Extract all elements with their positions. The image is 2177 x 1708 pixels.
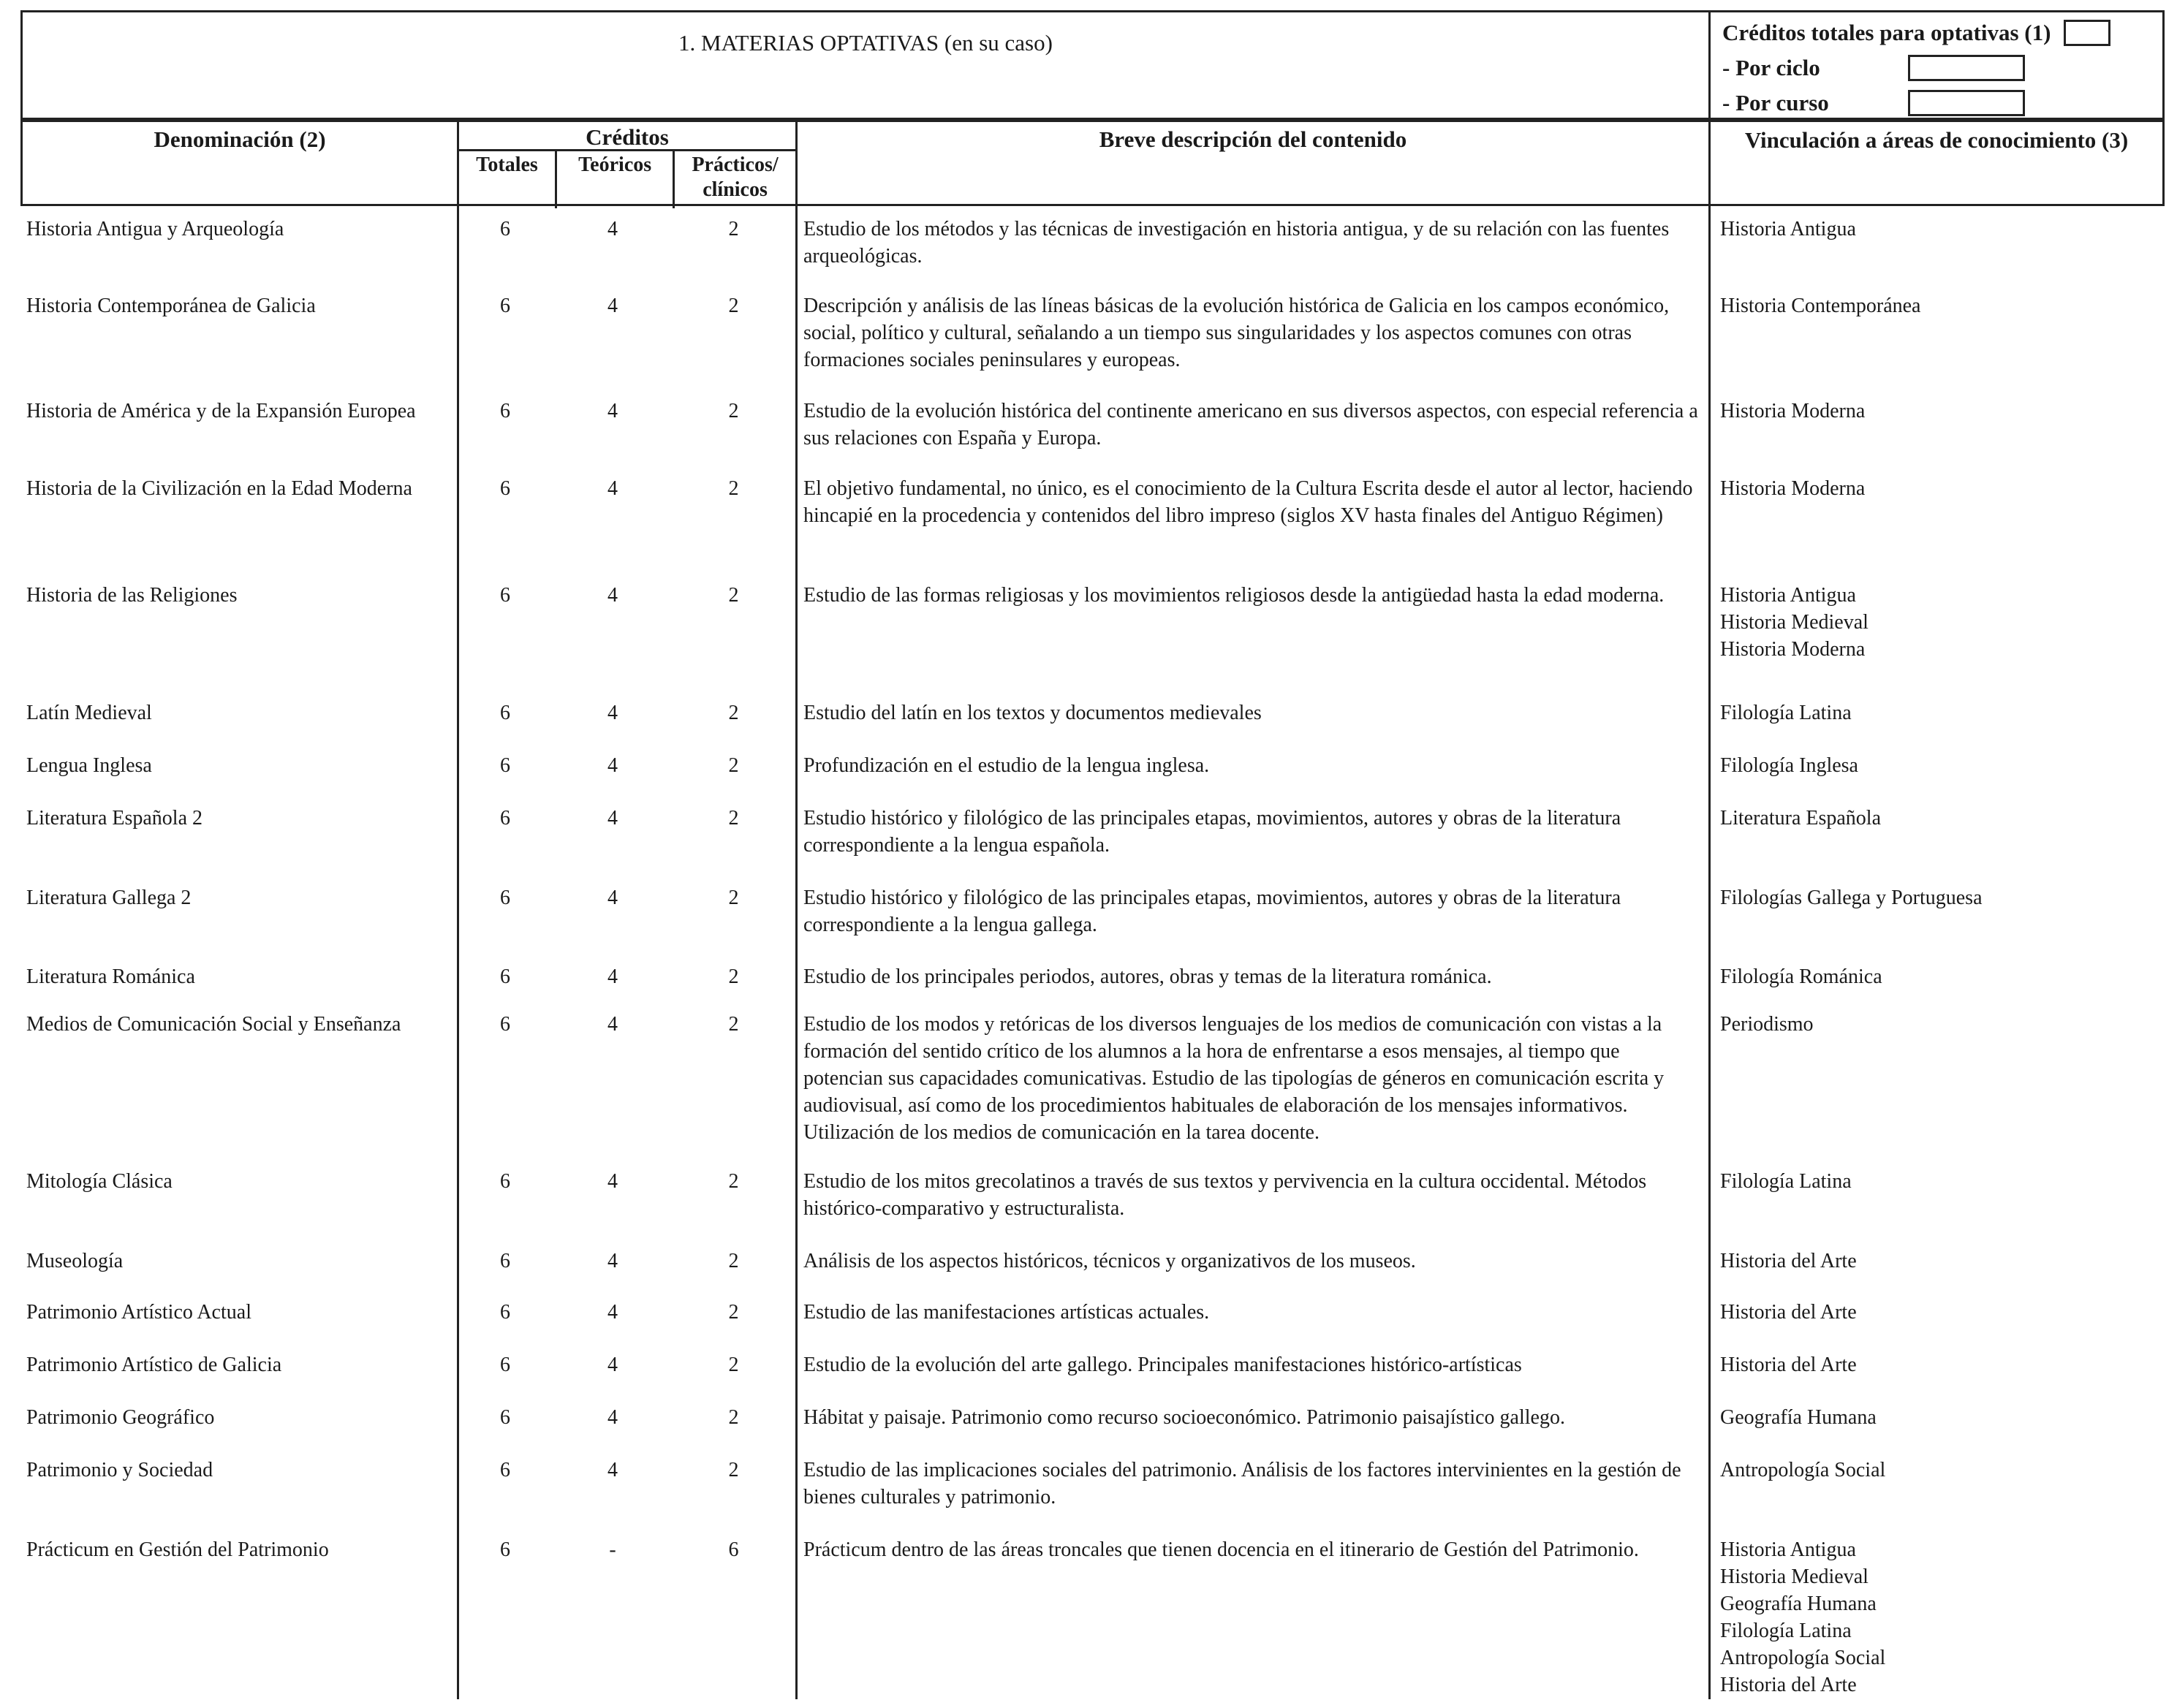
course-description: Estudio de la evolución del arte gallego. Principales manifestaciones histórico-artísticas [803, 1354, 1522, 1376]
credits-teoricos: 4 [607, 1459, 618, 1481]
credits-practicos: 2 [728, 295, 739, 317]
course-name: Mitología Clásica [26, 1170, 173, 1193]
por-curso-line [1722, 86, 2162, 121]
credits-total-label: Créditos totales para optativas (1) [1722, 20, 2051, 45]
credits-totales: 6 [500, 702, 510, 724]
knowledge-areas [1720, 1168, 2159, 1195]
credits-practicos: 2 [728, 1013, 739, 1036]
credits-totales: 6 [500, 887, 510, 909]
course-description: Hábitat y paisaje. Patrimonio como recurso socioeconómico. Patrimonio paisajístico gallego. [803, 1406, 1565, 1429]
knowledge-area: Literatura Española [1720, 807, 1882, 830]
credits-totales: 6 [500, 1301, 510, 1324]
credits-totales: 6 [500, 1459, 510, 1481]
knowledge-areas [1720, 398, 2159, 425]
knowledge-areas [1720, 582, 2159, 663]
knowledge-areas [1720, 752, 2159, 779]
credits-practicos: 2 [728, 584, 739, 607]
knowledge-area: Historia del Arte [1720, 1250, 1857, 1272]
credits-totales: 6 [500, 400, 510, 422]
knowledge-area: Historia Medieval [1720, 611, 1869, 634]
credits-teoricos: - [609, 1538, 616, 1561]
knowledge-area: Filología Latina [1720, 1620, 1852, 1642]
knowledge-areas [1720, 1457, 2159, 1484]
subheader-practicos: Prácticos/ clínicos [673, 151, 795, 208]
course-name: Medios de Comunicación Social y Enseñanza [26, 1013, 401, 1036]
credits-teoricos: 4 [607, 584, 618, 607]
por-ciclo-field[interactable] [1908, 55, 2025, 81]
credits-practicos: 2 [728, 1170, 739, 1193]
knowledge-area: Historia Moderna [1720, 638, 1866, 661]
course-description: Estudio de la evolución histórica del continente americano en sus diversos aspectos, con especial referencia a sus relaciones con España y Europa. [803, 400, 1698, 449]
course-name: Literatura Española 2 [26, 807, 203, 830]
knowledge-area: Periodismo [1720, 1013, 1814, 1036]
column-divider [1708, 204, 1711, 1699]
knowledge-area: Filología Inglesa [1720, 754, 1858, 777]
knowledge-area: Historia del Arte [1720, 1301, 1857, 1324]
course-name: Latín Medieval [26, 702, 152, 724]
credits-totales: 6 [500, 1250, 510, 1272]
credits-teoricos: 4 [607, 1354, 618, 1376]
knowledge-area: Historia Contemporánea [1720, 295, 1921, 317]
credits-practicos: 6 [728, 1538, 739, 1561]
credits-totales: 6 [500, 754, 510, 777]
course-description: Estudio histórico y filológico de las principales etapas, movimientos, autores y obras de la literatura correspondiente a la lengua gallega. [803, 887, 1621, 936]
course-name: Lengua Inglesa [26, 754, 152, 777]
course-description: Estudio de los mitos grecolatinos a través de sus textos y pervivencia en la cultura occidental. Métodos histórico-comparativo y estructuralista. [803, 1170, 1647, 1220]
credits-teoricos: 4 [607, 1013, 618, 1036]
credits-practicos: 2 [728, 1301, 739, 1324]
knowledge-area: Filología Latina [1720, 702, 1852, 724]
course-description: Estudio de los métodos y las técnicas de investigación en historia antigua, y de su relación con las fuentes arqueológicas. [803, 218, 1670, 267]
knowledge-area: Filología Románica [1720, 965, 1882, 988]
credits-teoricos: 4 [607, 1170, 618, 1193]
credits-teoricos: 4 [607, 477, 618, 500]
credits-teoricos: 4 [607, 965, 618, 988]
credits-summary-box [1708, 10, 2165, 120]
knowledge-areas [1720, 884, 2159, 911]
course-description: Estudio de las implicaciones sociales del patrimonio. Análisis de los factores intervinientes en la gestión de bienes culturales y patrimonio. [803, 1459, 1681, 1508]
credits-teoricos: 4 [607, 754, 618, 777]
credits-total-field[interactable] [2064, 20, 2110, 46]
credits-practicos: 2 [728, 477, 739, 500]
credits-practicos: 2 [728, 1459, 739, 1481]
credits-practicos: 2 [728, 218, 739, 240]
knowledge-area: Historia Antigua [1720, 1538, 1856, 1561]
por-ciclo-label: - Por ciclo [1722, 55, 1820, 80]
knowledge-areas [1720, 1404, 2159, 1431]
course-description: Prácticum dentro de las áreas troncales que tienen docencia en el itinerario de Gestión del Patrimonio. [803, 1538, 1639, 1561]
course-description: Análisis de los aspectos históricos, técnicos y organizativos de los museos. [803, 1250, 1416, 1272]
knowledge-area: Geografía Humana [1720, 1593, 1877, 1615]
course-description: Profundización en el estudio de la lengua inglesa. [803, 754, 1210, 777]
credits-teoricos: 4 [607, 1301, 618, 1324]
knowledge-areas [1720, 1011, 2159, 1038]
column-divider [795, 204, 798, 1699]
course-description: Estudio de las manifestaciones artísticas actuales. [803, 1301, 1210, 1324]
knowledge-area: Historia Antigua [1720, 584, 1856, 607]
credits-practicos: 2 [728, 754, 739, 777]
credits-totales: 6 [500, 1406, 510, 1429]
knowledge-area: Historia Antigua [1720, 218, 1856, 240]
knowledge-areas [1720, 699, 2159, 726]
knowledge-area: Historia Medieval [1720, 1565, 1869, 1588]
subheader-totales: Totales [476, 153, 538, 176]
course-name: Historia de la Civilización en la Edad Moderna [26, 477, 412, 500]
knowledge-area: Historia del Arte [1720, 1354, 1857, 1376]
column-header-descripcion: Breve descripción del contenido [795, 120, 1708, 206]
course-name: Historia de América y de la Expansión Europea [26, 400, 416, 422]
knowledge-area: Historia Moderna [1720, 400, 1866, 422]
knowledge-areas [1720, 216, 2159, 243]
credits-teoricos: 4 [607, 1406, 618, 1429]
course-name: Museología [26, 1250, 124, 1272]
por-curso-label: - Por curso [1722, 90, 1829, 115]
credits-teoricos: 4 [607, 400, 618, 422]
credits-practicos: 2 [728, 702, 739, 724]
knowledge-areas [1720, 963, 2159, 990]
knowledge-areas [1720, 475, 2159, 502]
credits-teoricos: 4 [607, 702, 618, 724]
knowledge-area: Filologías Gallega y Portuguesa [1720, 887, 1983, 909]
credits-totales: 6 [500, 1013, 510, 1036]
course-description: Estudio de las formas religiosas y los movimientos religiosos desde la antigüedad hasta la edad moderna. [803, 584, 1665, 607]
creditos-subheaders [459, 151, 795, 208]
course-name: Historia de las Religiones [26, 584, 238, 607]
credits-teoricos: 4 [607, 295, 618, 317]
course-name: Patrimonio y Sociedad [26, 1459, 213, 1481]
header-bottom-rule [20, 204, 2165, 206]
course-name: Literatura Románica [26, 965, 195, 988]
knowledge-area: Historia Moderna [1720, 477, 1866, 500]
knowledge-area: Antropología Social [1720, 1647, 1886, 1669]
credits-practicos: 2 [728, 887, 739, 909]
knowledge-area: Filología Latina [1720, 1170, 1852, 1193]
credits-totales: 6 [500, 1354, 510, 1376]
credits-practicos: 2 [728, 807, 739, 830]
credits-practicos: 2 [728, 400, 739, 422]
knowledge-areas [1720, 1351, 2159, 1378]
creditos-label: Créditos [459, 122, 795, 151]
course-description: Estudio de los principales periodos, autores, obras y temas de la literatura románica. [803, 965, 1492, 988]
credits-totales: 6 [500, 477, 510, 500]
course-description: Estudio de los modos y retóricas de los diversos lenguajes de los medios de comunicación con vistas a la formación del sentido crítico de los alumnos a la hora de enfrentarse a esos mensajes, al tiempo que potencian sus capacidades comunicativas. Estudio de las tipologías de géneros en comunicación escrita y audiovisual, así como de los procedimientos habituales de elaboración de los mensajes informativos. Utilización de los medios de comunicación en la tarea docente. [803, 1013, 1665, 1144]
por-curso-field[interactable] [1908, 90, 2025, 116]
credits-totales: 6 [500, 1170, 510, 1193]
credits-practicos: 2 [728, 965, 739, 988]
course-description: Estudio histórico y filológico de las principales etapas, movimientos, autores y obras de la literatura correspondiente a la lengua española. [803, 807, 1621, 857]
knowledge-areas [1720, 1299, 2159, 1326]
credits-teoricos: 4 [607, 887, 618, 909]
por-ciclo-line [1722, 50, 2162, 86]
credits-teoricos: 4 [607, 218, 618, 240]
course-description: Descripción y análisis de las líneas básicas de la evolución histórica de Galicia en los campos económico, social, político y cultural, señalando a un tiempo sus singularidades y los aspectos comunes con otras formaciones sociales peninsulares y europeas. [803, 295, 1670, 371]
course-description: Estudio del latín en los textos y documentos medievales [803, 702, 1262, 724]
credits-teoricos: 4 [607, 1250, 618, 1272]
credits-practicos: 2 [728, 1250, 739, 1272]
column-header-vinculacion: Vinculación a áreas de conocimiento (3) [1708, 120, 2165, 206]
knowledge-area: Antropología Social [1720, 1459, 1886, 1481]
credits-totales: 6 [500, 295, 510, 317]
knowledge-areas [1720, 1536, 2159, 1698]
course-name: Literatura Gallega 2 [26, 887, 192, 909]
credits-totales: 6 [500, 584, 510, 607]
course-name: Patrimonio Artístico de Galicia [26, 1354, 282, 1376]
credits-totales: 6 [500, 807, 510, 830]
knowledge-area: Historia del Arte [1720, 1674, 1857, 1696]
credits-teoricos: 4 [607, 807, 618, 830]
knowledge-areas [1720, 292, 2159, 319]
course-name: Patrimonio Artístico Actual [26, 1301, 251, 1324]
credits-practicos: 2 [728, 1354, 739, 1376]
knowledge-areas [1720, 1248, 2159, 1275]
course-name: Historia Contemporánea de Galicia [26, 295, 316, 317]
knowledge-area: Geografía Humana [1720, 1406, 1877, 1429]
credits-practicos: 2 [728, 1406, 739, 1429]
credits-total-line [1722, 15, 2162, 50]
column-header-denominacion: Denominación (2) [20, 120, 457, 206]
subheader-teoricos: Teóricos [555, 151, 673, 208]
credits-totales: 6 [500, 218, 510, 240]
section-title: 1. MATERIAS OPTATIVAS (en su caso) [678, 30, 1053, 56]
knowledge-areas [1720, 805, 2159, 832]
column-header-creditos [457, 120, 795, 206]
course-name: Historia Antigua y Arqueología [26, 218, 284, 240]
course-name: Patrimonio Geográfico [26, 1406, 215, 1429]
course-name: Prácticum en Gestión del Patrimonio [26, 1538, 329, 1561]
section-title-box [20, 10, 1711, 120]
credits-totales: 6 [500, 1538, 510, 1561]
credits-totales: 6 [500, 965, 510, 988]
course-description: El objetivo fundamental, no único, es el conocimiento de la Cultura Escrita desde el autor al lector, haciendo hincapié en la procedencia y contenidos del libro impreso (siglos XV hasta finales del Antiguo Régimen) [803, 477, 1693, 527]
